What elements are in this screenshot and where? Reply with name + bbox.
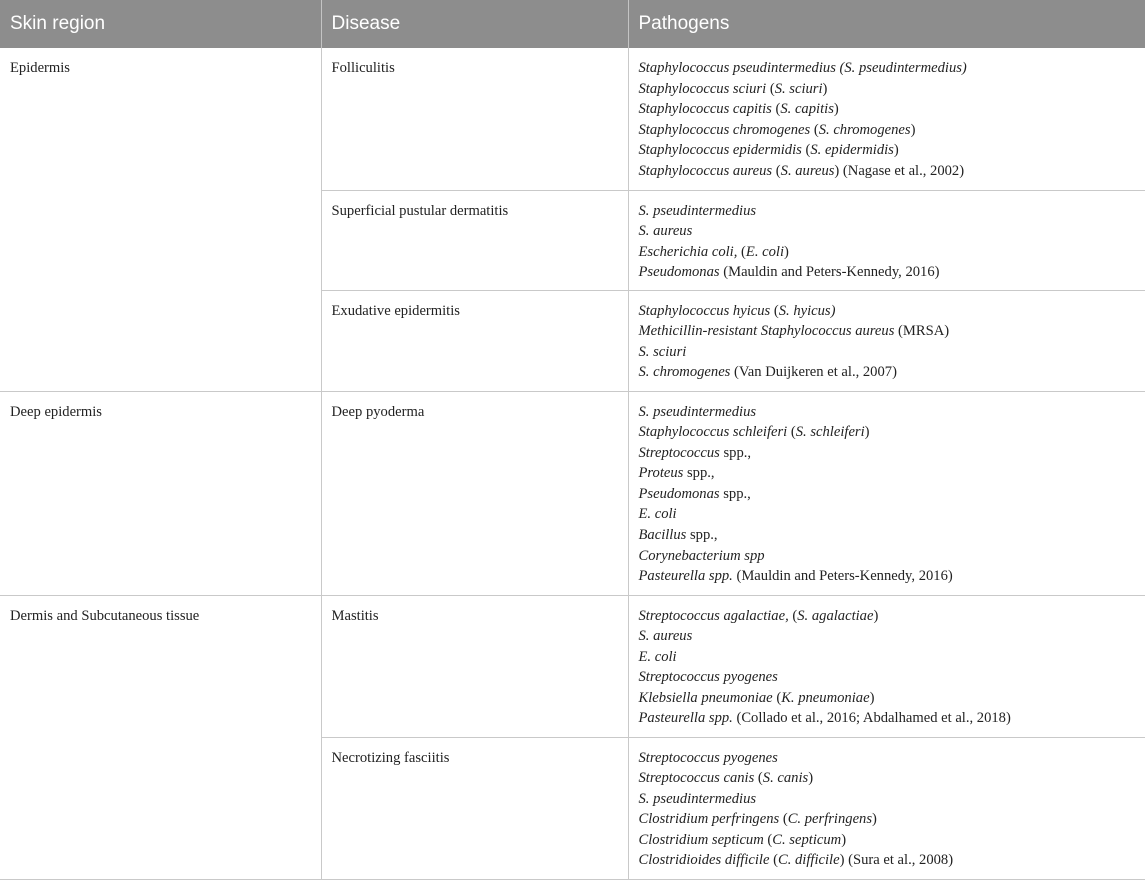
pathogen-text: ( [801,142,811,159]
pathogen-name-italic: Corynebacterium spp [638,547,765,564]
pathogen-text: (Collado et al., 2016; Abdalhamed et al., 2018) [732,710,1011,727]
pathogen-text: ) [872,811,877,828]
pathogen-name-italic: S. aureus [780,162,835,179]
pathogen-entry [639,362,1136,383]
pathogen-entry [639,809,1136,830]
pathogen-name-italic: S. capitis [780,101,834,118]
pathogen-text: (Van Duijkeren et al., 2007) [730,364,897,381]
skin-region-cell: Dermis and Subcutaneous tissue [0,595,321,879]
pathogen-name-italic: S. schleiferi [795,424,865,441]
pathogen-text: ( [771,101,781,118]
pathogen-name-italic: C. septicum [772,831,842,848]
table-header [0,0,1145,48]
pathogen-text: (Mauldin and Peters-Kennedy, 2016) [732,568,953,585]
pathogen-name-italic: Staphylococcus aureus [638,162,773,179]
pathogen-text: ( [769,852,778,869]
pathogen-name-italic: S. sciuri [774,80,823,97]
header-disease: Disease [321,0,628,48]
pathogen-entry [639,525,1136,546]
pathogen-text: ) (Nagase et al., 2002) [834,162,965,179]
pathogen-text: ) [841,831,847,848]
header-pathogens: Pathogens [628,0,1145,48]
pathogen-name-italic: Pasteurella spp. [638,568,733,585]
pathogen-name-italic: K. pneumoniae [781,689,870,706]
pathogen-name-italic: Staphylococcus pseudintermedius (S. pseudintermedius) [638,60,967,76]
pathogen-name-italic: S. epidermidis [810,142,894,159]
pathogen-text: ( [763,831,773,848]
pathogen-entry [639,463,1136,484]
pathogen-name-italic: Pseudomonas [638,485,720,502]
table-row [0,391,1145,595]
pathogen-entry [639,647,1136,668]
pathogen-entry [639,301,1136,322]
pathogen-name-italic: Clostridium septicum [638,831,764,848]
pathogen-text: spp., [719,444,752,461]
pathogen-entry [639,422,1136,443]
pathogen-name-italic: Pasteurella spp. [638,710,733,727]
pathogen-name-italic: S. sciuri [638,343,687,360]
pathogen-text: ( [772,162,781,179]
pathogen-name-italic: Staphylococcus sciuri [638,80,767,97]
pathogen-entry [639,484,1136,505]
disease-cell: Mastitis [321,595,628,737]
pathogen-entry [639,321,1136,342]
pathogen-name-italic: S. pseudintermedius [638,202,757,219]
pathogen-entry [639,850,1136,871]
pathogen-entry [639,708,1136,729]
pathogen-name-italic: Streptococcus pyogenes [638,669,778,686]
pathogen-name-italic: Streptococcus pyogenes [638,749,778,766]
pathogen-text: ) (Sura et al., 2008) [839,852,954,869]
pathogen-name-italic: Bacillus [638,527,687,544]
disease-cell: Exudative epidermitis [321,290,628,391]
pathogen-name-italic: Streptococcus canis [638,770,755,787]
pathogen-text: ) [869,689,875,706]
pathogens-cell [628,190,1145,290]
pathogen-entry [639,546,1136,567]
pathogen-entry [639,504,1136,525]
pathogen-text: ) [873,607,879,624]
skin-region-cell: Epidermis [0,48,321,391]
pathogen-name-italic: Pseudomonas [638,264,720,281]
pathogen-text: ( [772,689,782,706]
pathogen-entry [639,667,1136,688]
pathogen-entry [639,79,1136,100]
pathogen-name-italic: E. coli [638,506,677,523]
pathogens-cell [628,48,1145,190]
pathogen-entry [639,443,1136,464]
pathogen-entry [639,342,1136,363]
pathogen-name-italic: Escherichia coli, [638,243,738,260]
pathogen-text: spp., [686,527,718,544]
pathogen-name-italic: S. agalactiae [797,607,874,624]
skin-region-cell: Deep epidermis [0,391,321,595]
pathogen-name-italic: S. pseudintermedius [638,790,757,807]
pathogen-text: ) [833,101,839,118]
pathogen-name-italic: Streptococcus agalactiae, [638,607,789,624]
pathogen-entry [639,221,1136,242]
pathogen-text: ) [808,770,814,787]
pathogen-text: ( [788,607,798,624]
pathogen-entry [639,566,1136,587]
disease-cell: Deep pyoderma [321,391,628,595]
pathogens-cell [628,595,1145,737]
pathogen-name-italic: S. chromogenes [818,121,911,138]
pathogen-text: ( [766,80,775,97]
pathogen-name-italic: C. difficile [777,852,840,869]
pathogen-name-italic: Klebsiella pneumoniae [638,689,773,706]
pathogen-entry [639,99,1136,120]
pathogen-text: (Mauldin and Peters-Kennedy, 2016) [719,264,940,281]
pathogen-entry [639,688,1136,709]
pathogen-text: ) [893,142,899,159]
pathogen-name-italic: Staphylococcus schleiferi [638,424,788,441]
pathogen-text: (MRSA) [894,323,950,340]
pathogen-name-italic: S. canis [762,770,809,787]
pathogen-text: ( [779,811,788,828]
pathogen-name-italic: Staphylococcus capitis [638,101,772,118]
table-body [0,48,1145,879]
header-skin-region: Skin region [0,0,321,48]
pathogen-entry [639,242,1136,263]
pathogen-name-italic: S. hyicus) [778,302,836,319]
disease-cell: Superficial pustular dermatitis [321,190,628,290]
pathogen-text: ( [787,424,796,441]
table-row [0,48,1145,190]
pathogen-text: spp., [719,485,751,502]
disease-cell: Folliculitis [321,48,628,190]
disease-cell: Necrotizing fasciitis [321,737,628,879]
pathogen-name-italic: Clostridium perfringens [638,811,780,828]
pathogen-entry [639,161,1136,182]
pathogen-name-italic: S. chromogenes [638,364,731,381]
pathogen-name-italic: E. coli [638,648,677,665]
pathogen-name-italic: E. coli [745,243,785,260]
pathogen-name-italic: S. aureus [638,628,693,645]
pathogen-name-italic: Staphylococcus chromogenes [638,121,811,138]
pathogen-name-italic: Clostridioides difficile [638,852,770,869]
pathogens-cell [628,290,1145,391]
pathogen-name-italic: C. perfringens [787,811,873,828]
pathogen-entry [639,262,1136,283]
pathogen-text: ( [737,243,746,260]
pathogen-name-italic: Proteus [638,465,684,482]
pathogen-entry [639,606,1136,627]
pathogen-entry [639,768,1136,789]
pathogen-text: ) [784,243,789,260]
pathogen-entry [639,748,1136,769]
pathogen-text: ( [810,121,819,138]
pathogen-entry [639,626,1136,647]
pathogen-entry [639,830,1136,851]
pathogens-cell [628,737,1145,879]
pathogen-text: ) [864,424,870,441]
pathogen-text: ( [770,302,779,319]
pathogen-name-italic: S. aureus [638,223,693,240]
pathogen-entry [639,140,1136,161]
pathogen-entry [639,201,1136,222]
pathogen-name-italic: S. pseudintermedius [638,403,757,420]
pathogen-text: spp., [683,465,715,482]
pathogen-entry [639,402,1136,423]
pathogen-text: ) [910,121,916,138]
pathogen-entry [639,789,1136,810]
pathogen-name-italic: Streptococcus [638,444,720,461]
pathogen-text: ) [822,80,828,97]
pathogen-name-italic: Staphylococcus hyicus [638,302,771,319]
header-row [0,0,1145,48]
pathogen-entry [639,120,1136,141]
pathogen-name-italic: Staphylococcus epidermidis [638,142,802,159]
pathogen-entry [639,58,1136,79]
table-row [0,595,1145,737]
pathogens-cell [628,391,1145,595]
pathogen-name-italic: Methicillin-resistant Staphylococcus aureus [638,323,895,340]
pathogen-text: ( [754,770,763,787]
